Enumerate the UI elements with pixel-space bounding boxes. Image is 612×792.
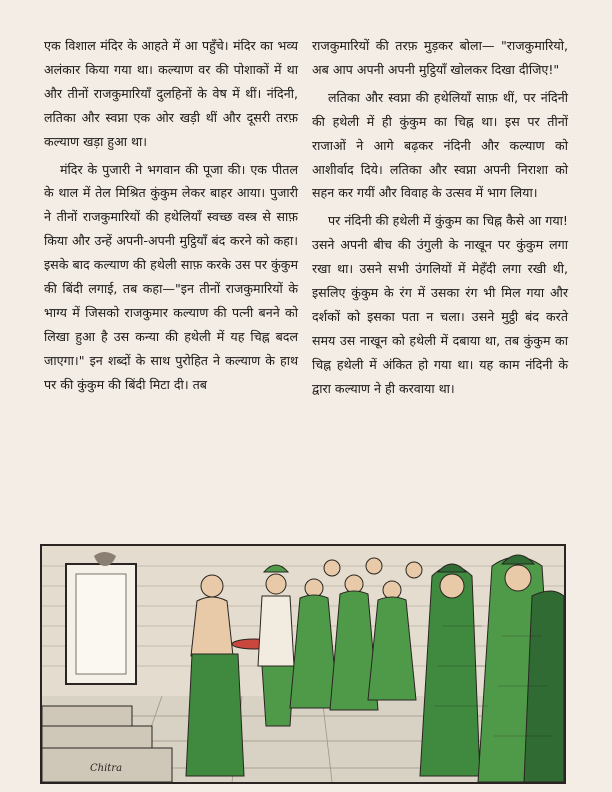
artist-signature: Chitra bbox=[90, 763, 123, 774]
right-paragraph-3: पर नंदिनी की हथेली में कुंकुम का चिह्न कैसे आ गया! उसने अपनी बीच की उंगुली के नाखून पर कुंकुम लगा रखा था। उसने सभी उंगलियों में मेहँदी लगा रखी थी, इसलिए कुंकुम के रंग में उसका रंग भी मिल गया और दर्शकों को इसका पता न चला। उसने मुट्ठी बंद करते समय उस नाखून को हथेली में दबाया था, तब कुंकुम का चिह्न हथेली में अंकित हो गया था। यह काम नंदिनी के द्वारा कल्याण ने ही करवाया था। bbox=[312, 213, 568, 396]
left-paragraph-2: मंदिर के पुजारी ने भगवान की पूजा की। एक पीतल के थाल में तेल मिश्रित कुंकुम लेकर बाहर आया। पुजारी ने तीनों राजकुमारियों की हथेलियाँ स्वच्छ वस्त्र से साफ़ किया और उन्हें अपनी-अपनी मुट्ठियाँ बंद करने को कहा। इसके बाद कल्याण की हथेली साफ़ करके उस पर कुंकुम की बिंदी लगाई, तब कहा—"इन तीनों राजकुमारियों के भाग्य में जिसको राजकुमार कल्याण की पत्नी बनने को लिखा हुआ है उस कन्या की हथेली में यह चिह्न बदल जाएगा।" इन शब्दों के साथ पुरोहित ने कल्याण के हाथ पर की कुंकुम की बिंदी मिटा दी। तब bbox=[44, 161, 298, 392]
priest-dhoti bbox=[186, 654, 244, 776]
left-paragraph-1: एक विशाल मंदिर के आहते में आ पहुँचे। मंदिर का भव्य अलंकार किया गया था। कल्याण वर की पोशाकों में था और तीनों राजकुमारियाँ दुलहिनों के वेष में थीं। नंदिनी, लतिका और स्वप्ना एक ओर खड़ी थीं और दूसरी तरफ़ कल्याण खड़ा हुआ था। bbox=[44, 38, 298, 149]
temple-scene-illustration bbox=[40, 544, 566, 784]
left-text-column bbox=[44, 34, 298, 401]
right-paragraph-1: राजकुमारियों की तरफ़ मुड़कर बोला— "राजकुमारियो, अब आप अपनी अपनी मुट्ठियाँ खोलकर दिखा दीजिए!" bbox=[312, 38, 568, 77]
right-paragraph-2: लतिका और स्वप्ना की हथेलियाँ साफ़ थीं, पर नंदिनी की हथेली में ही कुंकुम का चिह्न था। इस पर तीनों राजाओं ने आगे बढ़कर नंदिनी और कल्याण को आशीर्वाद दिये। लतिका और स्वप्ना अपनी निराशा को सहन कर गयीं और विवाह के उत्सव में भाग लिया। bbox=[312, 89, 568, 201]
scene-drawing bbox=[42, 546, 564, 782]
bride-figures bbox=[290, 575, 416, 710]
onlookers-group bbox=[420, 555, 564, 782]
right-text-column bbox=[312, 34, 568, 405]
